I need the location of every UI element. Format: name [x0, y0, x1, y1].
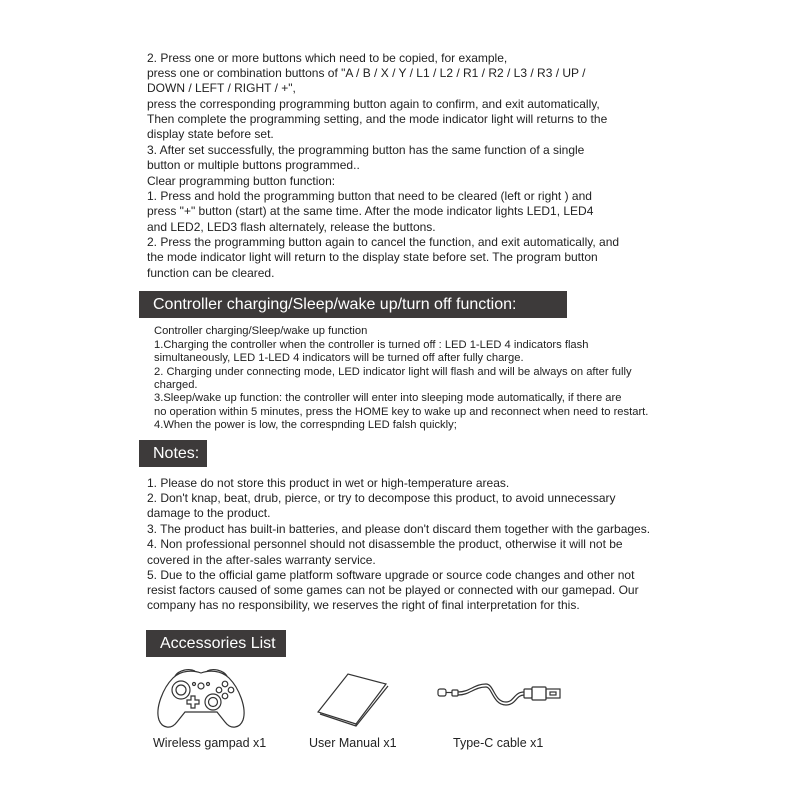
text-line: 3.Sleep/wake up function: the controller will enter into sleeping mode automatically, if there are	[154, 392, 622, 404]
accessory-label: User Manual x1	[309, 736, 397, 750]
text-line: the mode indicator light will return to the display state before set. The program button	[147, 250, 598, 264]
text-line: damage to the product.	[147, 506, 271, 520]
text-line: 4. Non professional personnel should not disassemble the product, otherwise it will not be	[147, 537, 623, 551]
text-line: press "+" button (start) at the same time. After the mode indicator lights LED1, LED4	[147, 204, 594, 218]
text-line: 1. Please do not store this product in wet or high-temperature areas.	[147, 476, 510, 490]
gamepad-icon	[153, 664, 249, 732]
manual-icon	[308, 666, 392, 730]
text-line: 5. Due to the official game platform software upgrade or source code changes and other not	[147, 568, 635, 582]
text-line: 2. Press one or more buttons which need to be copied, for example,	[147, 51, 508, 65]
accessory-label: Type-C cable x1	[453, 736, 544, 750]
text-line: 4.When the power is low, the correspnding LED falsh quickly;	[154, 419, 457, 431]
text-line: 3. The product has built-in batteries, and please don't discard them together with the garbages.	[147, 522, 651, 536]
text-line: 2. Charging under connecting mode, LED indicator light will flash and will be always on after fully	[154, 366, 632, 378]
text-line: DOWN / LEFT / RIGHT / +",	[147, 81, 296, 95]
text-line: charged.	[154, 379, 198, 391]
text-line: resist factors caused of some games can not be played or connected with our gamepad. Our	[147, 583, 639, 597]
text-line: press the corresponding programming button again to confirm, and exit automatically,	[147, 97, 600, 111]
charging-section-header: Controller charging/Sleep/wake up/turn off function:	[139, 291, 567, 318]
text-line: Then complete the programming setting, and the mode indicator light will returns to the	[147, 112, 608, 126]
accessories-section-header: Accessories List	[146, 630, 286, 657]
text-line: 2. Don't knap, beat, drub, pierce, or try to decompose this product, to avoid unnecessary	[147, 491, 616, 505]
text-line: Clear programming button function:	[147, 174, 336, 188]
accessory-label: Wireless gampad x1	[153, 736, 267, 750]
text-line: 1. Press and hold the programming button that need to be cleared (left or right ) and	[147, 189, 592, 203]
text-line: 3. After set successfully, the programming button has the same function of a single	[147, 143, 585, 157]
cable-icon	[436, 680, 568, 710]
text-line: button or multiple buttons programmed..	[147, 158, 360, 172]
text-line: 1.Charging the controller when the controller is turned off : LED 1-LED 4 indicators flash	[154, 339, 589, 351]
text-line: display state before set.	[147, 127, 274, 141]
text-line: Controller charging/Sleep/wake up function	[154, 325, 368, 337]
text-line: and LED2, LED3 flash alternately, release the buttons.	[147, 220, 436, 234]
text-line: 2. Press the programming button again to cancel the function, and exit automatically, and	[147, 235, 620, 249]
notes-section-header: Notes:	[139, 440, 207, 467]
text-line: function can be cleared.	[147, 266, 275, 280]
text-line: covered in the after-sales warranty service.	[147, 553, 376, 567]
text-line: simultaneously, LED 1-LED 4 indicators will be turned off after fully charge.	[154, 352, 524, 364]
text-line: company has no responsibility, we reserves the right of final interpretation for this.	[147, 598, 580, 612]
text-line: press one or combination buttons of "A / B / X / Y / L1 / L2 / R1 / R2 / L3 / R3 / UP /	[147, 66, 586, 80]
text-line: no operation within 5 minutes, press the HOME key to wake up and reconnect when need to restart.	[154, 406, 649, 418]
